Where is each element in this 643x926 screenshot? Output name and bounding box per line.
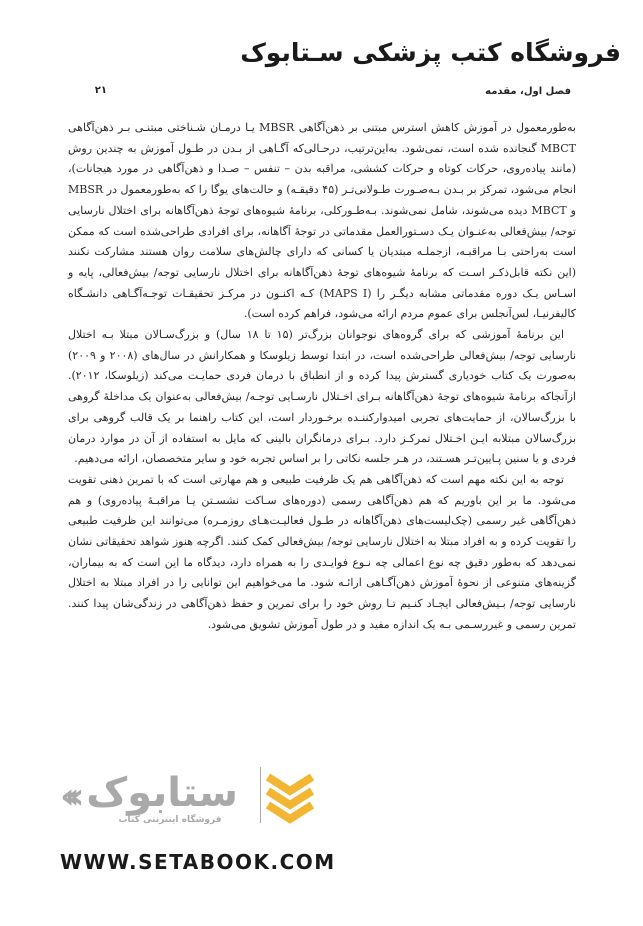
- logo-wordmark: ستابوک: [86, 770, 238, 816]
- logo-tagline: فروشگاه اینترنتی کتاب: [118, 815, 222, 825]
- paragraph-1: به‌طورمعمول در آموزش کاهش استرس مبتنی بر ذهن‌آگاهی MBSR یـا درمـان شـناختی مبتنـی بـر ذهن‌آگاهی MBCT گنجانده شده است، نمی‌شود. به‌این‌ترتیب، درحـالی‌که آگـاهی از بـدن در طـول آموزش به چندین روش (مانند پیاده‌روی، حرکات کوتاه و حرکات کششی، مراقبه بدن – تنفس – صـدا و ذهن‌آگاهی در مورد هیجانات)، انجام می‌شود، تمرکز بر بـدن بـه‌صـورت طـولانی‌تـر (۴۵ دقیقـه) و حالت‌های یوگا را که به‌طورمعمول در MBSR و MBCT دیده می‌شوند، شامل نمی‌شوند. بـه‌طـورکلی، برنامهٔ شیوه‌های توجهٔ ذهن‌آگاهانه برای اختلال نارسایی توجه/ بیش‌فعالی به‌عنـوان یـک دسـتورالعمل مقدماتی در توجهٔ آگاهانه، برای افرادی طراحی‌شده است که ممکن است به‌راحتی بـا مراقبـه، ازجملـه مبتدیان یا کسانی که دارای چالش‌های سلامت روان هستند مشارکت نکنند (این نکته قابل‌ذکـر اسـت که برنامهٔ شیوه‌های توجهٔ ذهن‌آگاهانه برای اختلال نارسایی توجه/ بیش‌فعالی، پایه و اسـاس یـک دوره مقدماتی مشابه دیگـر را (MAPS I) کـه اکنـون در مرکـز تحقیقـات توجـه‌آگـاهی دانشـگاه کالیفرنیـا، لس‌آنجلس برای عموم مردم ارائه می‌شود، فراهم کرده است).: [68, 121, 577, 321]
- body-text: [68, 118, 576, 636]
- store-brand-title: فروشگاه کتب پزشکی سـتابوک: [240, 38, 621, 67]
- book-stack-icon: [260, 767, 316, 825]
- page-number: ۲۱: [94, 85, 107, 96]
- paragraph-3: توجه به این نکته مهم است که ذهن‌آگاهی هم یک ظرفیت طبیعی و هم مهارتی است که با تمرین ذهنی تقویت می‌شود. ما بر این باوریم که هم ذهن‌آگاهی رسمی (دوره‌های سـاکت نشسـتن یـا مراقبـهٔ پیاده‌روی) و هم ذهن‌آگاهی غیر رسمی (چک‌لیست‌های ذهن‌آگاهانه در طـول فعالیـت‌هـای روزمـره) می‌توانند این ظرفیت طبیعی را تقویت کرده و به افراد مبتلا به اختلال نارسایی توجه/ بیش‌فعالی کمک کنند. اگرچه هنوز شواهد تحقیقاتی نشان نمی‌دهد که به‌طور دقیق چه نوع اعمالی چه نـوع فوایـدی را به همراه دارد، دیدگاه ما این است که به بیماران، گزینه‌های متنوعی از نحوهٔ آموزش ذهن‌آگـاهی ارائـه شود. ما می‌خواهیم این توانایی را در افراد مبتلا به اختلال نارسایی توجه/ بـیش‌فعالی ایجـاد کنـیم تـا روش خود را برای تمرین و حفظ ذهن‌آگاهی در زندگی‌شان پیدا کنند. تمرین رسمی و غیررسـمی بـه یک اندازه مفید و در طول آموزش تشویق می‌شود.: [68, 472, 576, 631]
- paragraph-2: این برنامهٔ آموزشی که برای گروه‌های نوجوانان بزرگ‌تر (۱۵ تا ۱۸ سال) و بزرگ‌سـالان مبتلا بـه اختلال نارسایی توجه/ بیش‌فعالی طراحی‌شده است، در ابتدا توسط زیلوسکا و همکارانش در سال‌های (۲۰۰۸ و ۲۰۰۹) به‌صورت یک کتاب خودیاری گسترش پیدا کرده و از انطباق با درمان فردی حمایـت می‌کند (زیلوسکا، ۲۰۱۲). ازآنجاکه برنامهٔ شیوه‌های توجهٔ ذهن‌آگاهانه بـرای اخـتلال نارسـایی توجـه/ بیش‌فعالی به‌عنوان یک مداخلهٔ گروهی با بزرگ‌سالان، از حمایت‌های تجربی امیدوارکننـده برخـوردار است، این کتاب راهنما بر یک قالب گروهی برای بزرگ‌سالان مبتلابه ایـن اخـتلال تمرکـز دارد. بـرای درمانگران بالینی که مایل به استفاده از آن در موارد درمان فردی و یا سنین پـایین‌تـر هسـتند، در هـر جلسه نکاتی را بر اساس تجربه خود و سایر متخصصان، ارائه می‌دهیم.: [68, 328, 577, 466]
- chevrons-icon: ‹‹‹: [60, 776, 75, 817]
- website-url: WWW.SETABOOK.COM: [60, 850, 336, 874]
- setabook-watermark-logo: [60, 765, 320, 845]
- running-head: فصل اول، مقدمه: [485, 86, 571, 97]
